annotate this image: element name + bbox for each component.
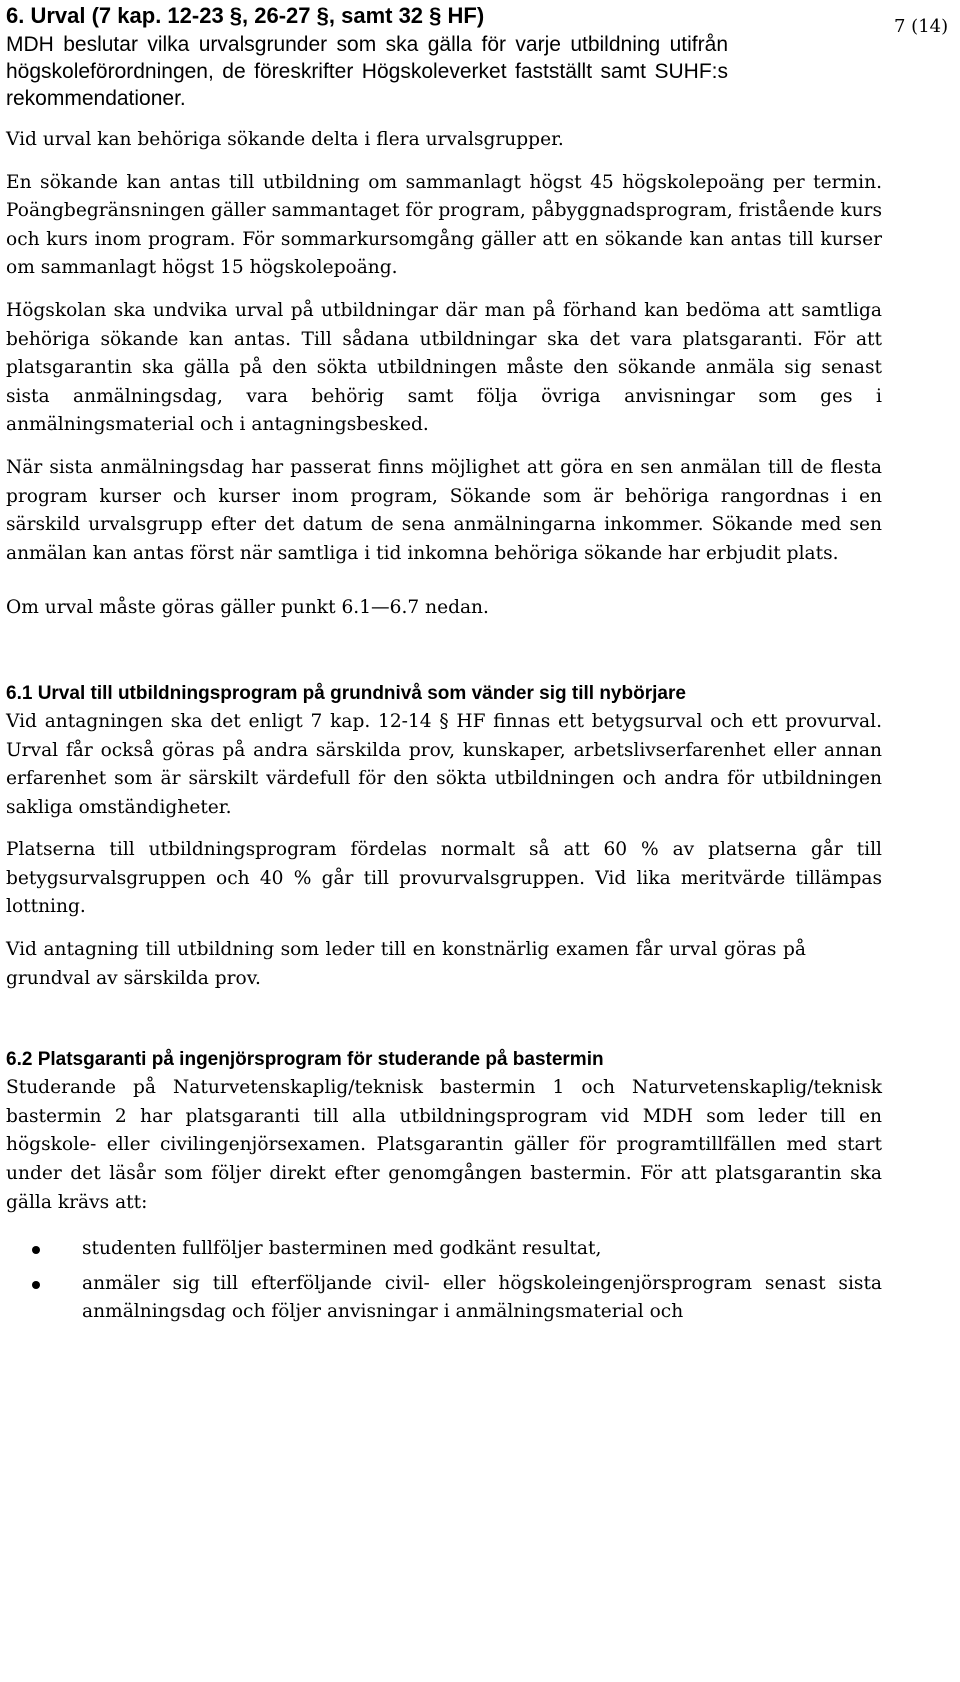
list-item — [6, 1235, 882, 1264]
list-item-text: studenten fullföljer basterminen med godkänt resultat, — [82, 1238, 602, 1260]
bullet-icon — [32, 1281, 40, 1289]
section-6-1-paragraph: Platserna till utbildningsprogram fördelas normalt så att 60 % av platserna går till betygsurvalsgruppen och 40 % går till provurvalsgruppen. Vid lika meritvärde tillämpas lottning. — [6, 839, 882, 918]
section-6-1-heading: 6.1 Urval till utbildningsprogram på grundnivå som vänder sig till nybörjare — [6, 682, 686, 704]
section-6-2-heading: 6.2 Platsgaranti på ingenjörsprogram för studerande på bastermin — [6, 1049, 604, 1071]
document-page — [6, 0, 882, 1333]
section-6-paragraph: När sista anmälningsdag har passerat finns möjlighet att göra en sen anmälan till de flesta program kurser och kurser inom program, Sökande som är behöriga rangordnas i en särskild urvalsgrupp efter det datum de sena anmälningarna inkommer. Sökande med sen anmälan kan antas först när samtliga i tid inkomna behöriga sökande har erbjudit plats. — [6, 456, 882, 564]
section-6-heading: 6. Urval (7 kap. 12-23 §, 26-27 §, samt 32 § HF) — [6, 3, 485, 28]
section-6-1-paragraph: Vid antagning till utbildning som leder till en konstnärlig examen får urval göras på grundval av särskilda prov. — [6, 939, 806, 989]
bullet-icon — [32, 1246, 40, 1254]
list-item — [6, 1270, 882, 1327]
section-6-2-paragraph: Studerande på Naturvetenskaplig/teknisk bastermin 1 och Naturvetenskaplig/teknisk bastermin 2 har platsgaranti till alla utbildningsprogram vid MDH som leder till en högskole- eller civilingenjörsexamen. Platsgarantin gäller för programtillfällen med start under det läsår som följer direkt efter genomgången bastermin. För att platsgarantin ska gälla krävs att: — [6, 1077, 882, 1213]
section-6-paragraph: Vid urval kan behöriga sökande delta i flera urvalsgrupper. — [6, 129, 564, 150]
section-6-intro: MDH beslutar vilka urvalsgrunder som ska gälla för varje utbildning utifrån högskoleförordningen, de föreskrifter Högskoleverket fastställt samt SUHF:s rekommendationer. — [6, 33, 728, 110]
requirements-list — [6, 1235, 882, 1327]
section-6-paragraph: Högskolan ska undvika urval på utbildningar där man på förhand kan bedöma att samtliga behöriga sökande kan antas. Till sådana utbildningar ska det vara platsgaranti. För att platsgarantin ska gälla på den sökta utbildningen måste den sökande anmäla sig senast sista anmälningsdag, vara behörig samt följa övriga anvisningar som ges i anmälningsmaterial och i antagningsbesked. — [6, 299, 882, 436]
section-6-1-paragraph: Vid antagningen ska det enligt 7 kap. 12-14 § HF finnas ett betygsurval och ett provurval. Urval får också göras på andra särskilda prov, kunskaper, arbetslivserfarenhet eller annan erfarenhet som är särskilt värdefull för den sökta utbildningen och andra för utbildningen sakliga omständigheter. — [6, 710, 882, 818]
list-item-text: anmäler sig till efterföljande civil- eller högskoleingenjörsprogram senast sista anmälningsdag och följer anvisningar i anmälningsmaterial och — [82, 1272, 882, 1323]
section-6-paragraph: En sökande kan antas till utbildning om sammanlagt högst 45 högskolepoäng per termin. Poängbegränsningen gäller sammantaget för program, påbyggnadsprogram, fristående kurs och kurs inom program. För sommarkursomgång gäller att en sökande kan antas till kurser om sammanlagt högst 15 högskolepoäng. — [6, 171, 882, 279]
section-6-paragraph: Om urval måste göras gäller punkt 6.1—6.7 nedan. — [6, 597, 489, 619]
page-number: 7 (14) — [894, 16, 949, 37]
